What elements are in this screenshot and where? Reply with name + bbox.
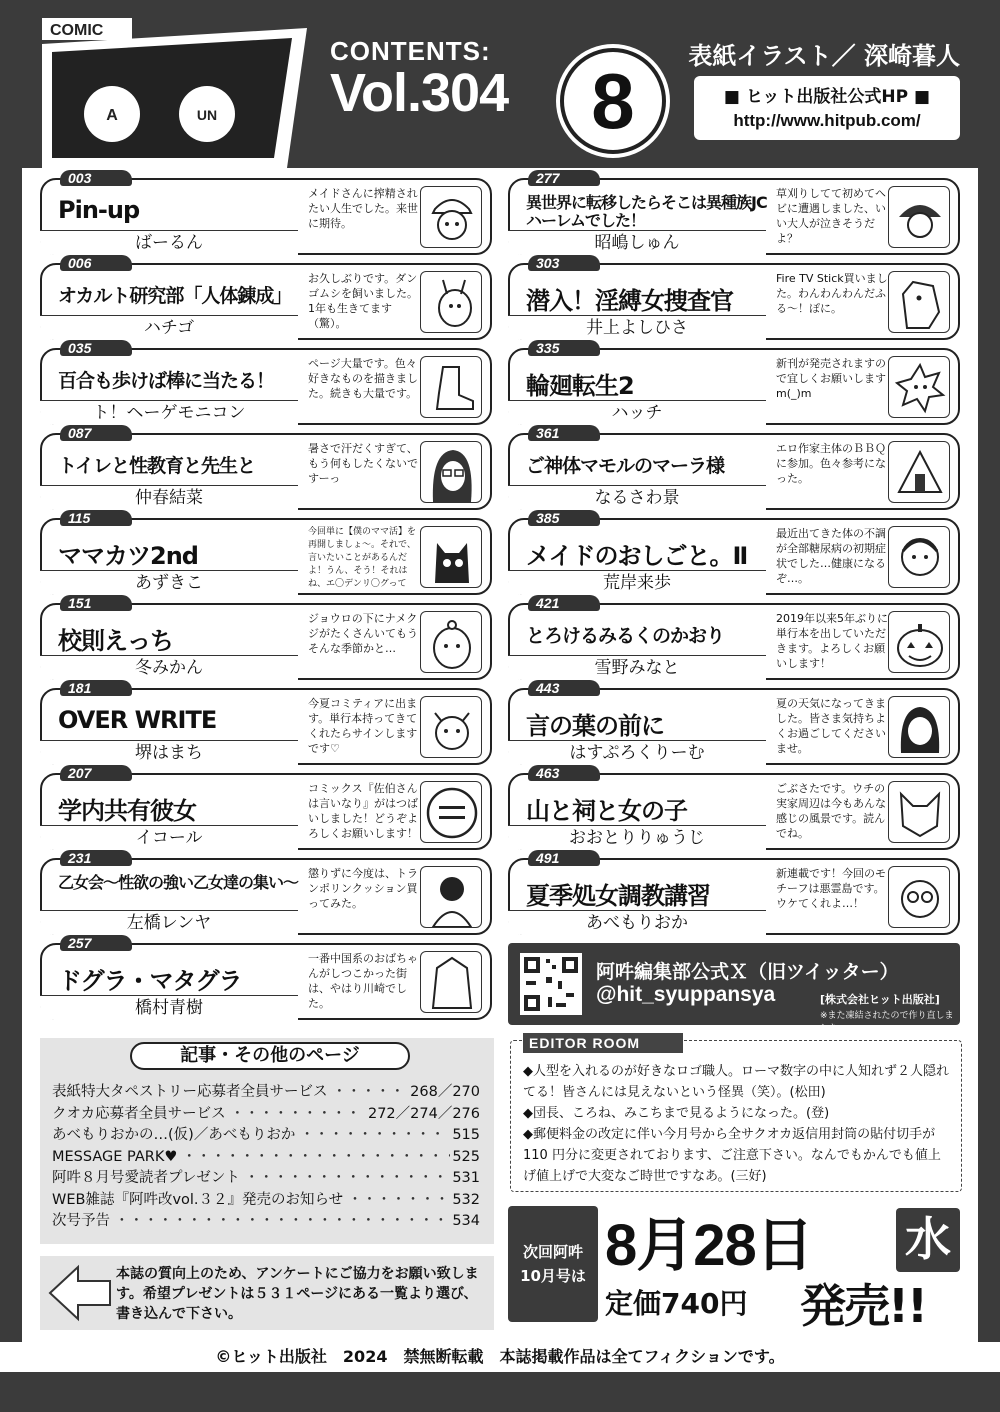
footer-copyright: ©ヒット出版社 2024 禁無断転載 本誌掲載作品は全てフィクションです。 (0, 1342, 1000, 1372)
work-title: メイドのおしごと。Ⅱ (526, 542, 748, 570)
author-name: あずきこ (40, 570, 298, 595)
author-name: なるさわ景 (508, 485, 766, 510)
page-number: 087 (60, 425, 132, 441)
equal-stamp-icon (420, 781, 482, 843)
toc-entry[interactable] (40, 340, 492, 425)
list-item[interactable]: 表紙特大タペストリー応募者全員サービス ・・・・・・・・・・・・・・・・・・・・・・・・・・・・・・・・・・ 268／270 (52, 1082, 480, 1104)
work-title: とろけるみるくのかおり (526, 625, 725, 647)
author-comment: 今回単に【僕のママ活】を再開しましょ〜。それで、言いたいことがあるんだよ！うん、そう！それはね、エ〇デンリ〇グって (308, 527, 417, 589)
articles-title: 記事・その他のページ (130, 1042, 410, 1070)
work-title: 言の葉の前に (526, 712, 664, 740)
author-comment: Fire TV Stick買いました。わんわんわんだふる～！ぽに。 (776, 272, 888, 315)
author-name: 橋村青樹 (40, 995, 298, 1020)
page-number: 151 (60, 595, 132, 611)
logo-un-text: UN (196, 107, 218, 123)
toc-entry[interactable] (508, 850, 960, 935)
articles-box (40, 1038, 494, 1244)
author-name: 雪野みなと (508, 655, 766, 680)
x-company-name: [株式会社ヒット出版社] (820, 993, 940, 1006)
horse-mascot-icon (888, 271, 950, 333)
author-name: 昭嶋しゅん (508, 230, 766, 255)
list-item[interactable]: あべもりおかの…(仮)／あべもりおか ・・・・・・・・・・・・・・・・・・・・・・・・・・・・・・・・・・ 515 (52, 1125, 480, 1147)
author-comment: コミックス『佐伯さんは言いなり』がはつばいしました！どうぞよろしくお願いします！ (308, 782, 418, 840)
page-number: 257 (60, 935, 132, 951)
toc-entry[interactable] (40, 595, 492, 680)
toc-entry[interactable] (508, 425, 960, 510)
author-portrait-icon (420, 441, 482, 503)
author-comment: 一番中国系のおばちゃんがしつこかった街は、やはり川崎でした。 (308, 952, 418, 1010)
toc-entry[interactable] (40, 170, 492, 255)
author-portrait-icon (420, 271, 482, 333)
page-number: 003 (60, 170, 132, 186)
toc-entry[interactable] (40, 680, 492, 765)
next-issue-date: 8月28日 (605, 1213, 813, 1278)
author-comment: 夏の天気になってきました。皆さま気持ちよくお過ごしてくださいませ。 (776, 697, 886, 755)
hp-title: ■ ヒット出版社公式HP ■ (723, 87, 931, 107)
author-name: 冬みかん (40, 655, 298, 680)
author-name: あべもりおか (508, 910, 766, 935)
toc-entry[interactable] (40, 850, 492, 935)
survey-box (40, 1256, 494, 1330)
frame-left (0, 168, 22, 1372)
onigiri-icon (888, 441, 950, 503)
logo-comic-text: COMIC (50, 22, 104, 39)
author-comment: ページ大量です。色々好きなものを描きました。続きも大量です。 (308, 357, 418, 400)
toc-entry[interactable] (508, 340, 960, 425)
author-name: 井上よしひさ (508, 315, 766, 340)
author-comment: お久しぶりです。ダンゴムシを飼いました。1年も生きてます（驚）。 (308, 272, 418, 330)
toc-entry[interactable] (40, 510, 492, 595)
author-name: ばーるん (40, 230, 298, 255)
author-name: 荒岸来歩 (508, 570, 766, 595)
comic-aun-logo (42, 18, 312, 168)
author-name: イコール (40, 825, 298, 850)
work-title: トイレと性教育と先生と (58, 455, 256, 477)
author-comment: ごぶさたです。ウチの実家周辺は今もあんな感じの風景です。読んでね。 (776, 782, 886, 840)
work-title: 異世界に転移したらそこは異種族JCハーレムでした！ (526, 193, 767, 230)
list-item[interactable]: 阿吽８月号愛読者プレゼント ・・・・・・・・・・・・・・・・・・・・・・・・・・・・・・・・・・ 531 (52, 1168, 480, 1190)
author-comment: 最近出てきた体の不調が全部糖尿病の初期症状でした…健康になるぞ…。 (776, 527, 886, 585)
toc-entry[interactable] (40, 935, 492, 1020)
toc-entry[interactable] (508, 255, 960, 340)
page-number: 277 (528, 170, 600, 186)
x-account-title: 阿吽編集部公式Ｘ（旧ツイッター） (596, 961, 899, 983)
header-band (0, 0, 1000, 168)
next-issue-release: 発売!! (800, 1279, 926, 1333)
toc-entry[interactable] (40, 425, 492, 510)
toc-entry[interactable] (508, 595, 960, 680)
author-portrait-icon (888, 526, 950, 588)
toc-entry[interactable] (508, 170, 960, 255)
page-number: 443 (528, 680, 600, 696)
author-comment: 懲りずに今度は、トランポリンクッション買ってみた。 (308, 867, 418, 910)
author-comment: 新連載です！今回のモチーフは悪霊島です。ウケてくれよ…！ (776, 867, 886, 910)
editor-room-box (510, 1035, 962, 1192)
author-name: はすぷろくりーむ (508, 740, 766, 765)
pumpkin-icon (888, 611, 950, 673)
black-cat-icon (420, 526, 482, 588)
issue-month-badge: 8 (560, 48, 666, 154)
page-number: 231 (60, 850, 132, 866)
boot-icon (420, 356, 482, 418)
author-comment: 草刈りしてて初めてヘビに遭遇しました、いい大人が泣きそうだよ？ (776, 187, 886, 245)
cap-mascot-icon (888, 186, 950, 248)
editor-room-label: EDITOR ROOM (523, 1033, 683, 1053)
page-number: 463 (528, 765, 600, 781)
hp-url-link[interactable]: http://www.hitpub.com/ (733, 111, 921, 130)
page-number: 035 (60, 340, 132, 356)
footer-band (0, 1372, 1000, 1412)
volume-number: Vol.304 (330, 63, 509, 123)
page-number: 491 (528, 850, 600, 866)
work-title: ママカツ2nd (58, 542, 198, 570)
page-number: 181 (60, 680, 132, 696)
x-note: ※また凍結されたので作り直しました。 (820, 1011, 954, 1034)
shogi-piece-icon (420, 951, 482, 1013)
survey-text: 本誌の質向上のため、アンケートにご協力をお願い致します。希望プレゼントは５３１ページにある一覧より選び、書き込んで下さい。 (116, 1266, 479, 1322)
page-number: 361 (528, 425, 600, 441)
contents-label: CONTENTS: (330, 36, 491, 66)
author-comment: ジョウロの下にナメクジがたくさんいてもうそんな季節かと… (308, 612, 418, 655)
list-item[interactable]: WEB雑誌『阿吽改vol.３２』発売のお知らせ ・・・・・・・・・・・・・・・・・・・・・・・・・・・・・・・・・・ 532 (52, 1190, 480, 1212)
fox-mascot-icon (888, 781, 950, 843)
work-title: ドグラ・マタグラ (58, 967, 242, 995)
x-account-box[interactable] (508, 943, 960, 1034)
author-portrait-icon (420, 186, 482, 248)
arrow-left-icon (48, 1263, 114, 1323)
articles-list (52, 1082, 480, 1233)
author-name: ハチゴ (40, 315, 298, 340)
toc-entry[interactable] (508, 765, 960, 850)
list-item[interactable]: 次号予告 ・・・・・・・・・・・・・・・・・・・・・・・・・・・・・・・・・・ 534 (52, 1211, 480, 1233)
qr-code-icon[interactable] (520, 953, 582, 1015)
list-item[interactable]: クオカ応募者全員サービス ・・・・・・・・・・・・・・・・・・・・・・・・・・・・・・・・・・ 272／274／276 (52, 1104, 480, 1126)
work-title: 乙女会～性欲の強い乙女達の集い～ (58, 873, 299, 892)
author-portrait-icon (888, 696, 950, 758)
page-number: 385 (528, 510, 600, 526)
official-homepage-box[interactable] (694, 76, 960, 140)
page-number: 207 (60, 765, 132, 781)
mikan-mascot-icon (420, 611, 482, 673)
work-title: 潜入！淫縛女捜査官 (526, 287, 733, 315)
logo-a-text: A (106, 107, 118, 124)
work-title: 山と祠と女の子 (526, 797, 687, 825)
next-issue-price: 定価740円 (605, 1287, 748, 1320)
author-comment: エロ作家主体のＢＢＱに参加。色々参考になった。 (776, 442, 886, 485)
author-name: ハッチ (508, 400, 766, 425)
editor-room-text: ◆人型を入れるのが好きなロゴ職人。ローマ数字の中に人知れず２人隠れてる！皆さんには見えないという怪異（笑）。(松田) ◆団長、ころね、みこちまで見るようになった。(登) ◆郵便料金の改定に伴い今月号から全サクオカ返信用封筒の貼付切手が 110 円分に変更されております、ご注意下さい。なんでもかんでも値上げ値上げで大変なご時世ですなあ。(三好) (523, 1064, 949, 1184)
x-handle-link[interactable]: @hit_syuppansya (596, 983, 776, 1006)
next-issue-label: 次回阿吽 10月号は (508, 1206, 598, 1322)
work-title: 輪廻転生2 (526, 372, 634, 400)
author-portrait-icon (420, 866, 482, 928)
page-number: 421 (528, 595, 600, 611)
list-item[interactable]: MESSAGE PARK♥ ・・・・・・・・・・・・・・・・・・・・・・・・・・・・・・・・・・ 525 (52, 1147, 480, 1169)
author-name: 堺はまち (40, 740, 298, 765)
author-comment: 新刊が発売されますので宜しくお願いします m(_)m (776, 357, 886, 400)
author-name: 左橋レンヤ (40, 910, 298, 935)
work-title: 学内共有彼女 (58, 797, 196, 825)
work-title: Pin-up (58, 196, 140, 224)
toc-entry[interactable] (508, 510, 960, 595)
work-title: 夏季処女調教講習 (526, 882, 710, 910)
author-comment: 暑さで汗だくすぎて、もう何もしたくないですーっ (308, 442, 418, 485)
work-title: 百合も歩けば棒に当たる！ (58, 370, 275, 392)
author-comment: メイドさんに搾精されたい人生でした。来世に期待。 (308, 187, 418, 230)
author-portrait-icon (420, 696, 482, 758)
author-portrait-icon (888, 866, 950, 928)
work-title: オカルト研究部「人体錬成」 (58, 285, 292, 307)
frame-right (978, 168, 1000, 1372)
author-comment: 今夏コミティアに出ます。単行本持ってきてくれたらサインしますです♡ (308, 697, 418, 755)
cover-illustration-credit: 表紙イラスト／ 深崎暮人 (688, 42, 960, 70)
toc-entry[interactable] (508, 680, 960, 765)
work-title: ご神体マモルのマーラ様 (526, 455, 725, 477)
toc-entry[interactable] (40, 765, 492, 850)
author-comment: 2019年以来5年ぶりに単行本を出していただきます。よろしくお願いします！ (776, 612, 888, 670)
page-number: 335 (528, 340, 600, 356)
author-name: おおとりりゅうじ (508, 825, 766, 850)
work-title: 校則えっち (58, 627, 173, 655)
author-name: ト！ヘーゲモニコン (40, 400, 298, 425)
toc-entry[interactable] (40, 255, 492, 340)
page-number: 303 (528, 255, 600, 271)
page-number: 115 (60, 510, 132, 526)
spiky-mascot-icon (888, 356, 950, 418)
work-title: OVER WRITE (58, 706, 217, 734)
page-number: 006 (60, 255, 132, 271)
next-issue-weekday: 水 (896, 1208, 960, 1272)
author-name: 仲春結菜 (40, 485, 298, 510)
